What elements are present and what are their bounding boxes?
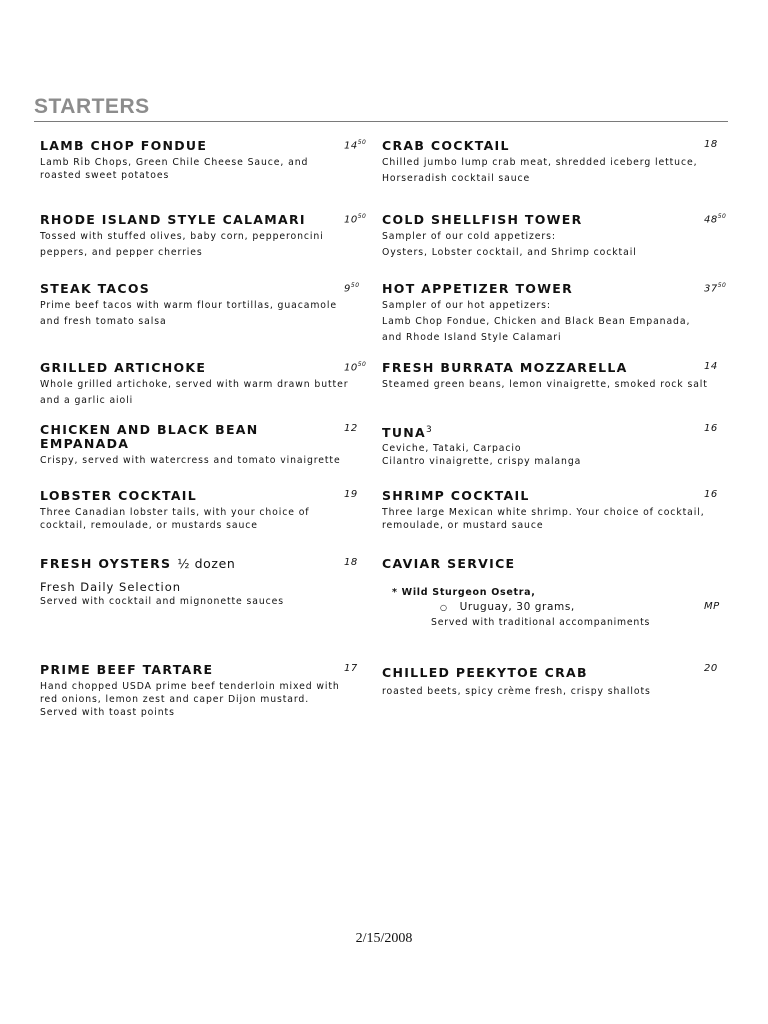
- item-price: $10^{50}$: [344, 213, 367, 226]
- menu-item-chicken-empanada: [40, 423, 340, 469]
- item-price: $14^{50}$: [344, 139, 367, 152]
- item-description: roasted beets, spicy crème fresh, crispy shallots: [382, 686, 651, 697]
- item-description: Three Canadian lobster tails, with your choice of cocktail, remoulade, or mustards sauce: [40, 507, 310, 531]
- item-name: PRIME BEEF TARTARE: [40, 662, 214, 677]
- section-title: STARTERS: [34, 95, 150, 118]
- menu-item-steak-tacos: [40, 282, 340, 330]
- item-name: CHICKEN AND BLACK BEAN EMPANADA: [40, 422, 259, 451]
- item-price: 17: [344, 663, 358, 674]
- item-price: 18: [344, 557, 358, 568]
- menu-item-caviar-service: [382, 557, 682, 571]
- item-description: Three large Mexican white shrimp. Your choice of cocktail, remoulade, or mustard sauce: [382, 507, 705, 531]
- bullet-icon: ○: [440, 603, 448, 612]
- menu-item-grilled-artichoke: [40, 360, 349, 409]
- item-description: Lamb Rib Chops, Green Chile Cheese Sauce, and roasted sweet potatoes: [40, 157, 309, 181]
- item-price: 19: [344, 489, 358, 500]
- item-price: MP: [704, 601, 720, 612]
- item-price: 12: [344, 423, 358, 434]
- menu-item-lamb-chop-fondue: [40, 139, 340, 182]
- item-name: CRAB COCKTAIL: [382, 138, 510, 153]
- menu-item-shrimp-cocktail: [382, 488, 705, 532]
- item-price: 18: [704, 139, 718, 150]
- item-description: Hand chopped USDA prime beef tenderloin mixed with red onions, lemon zest and caper Dijon mustard. Served with toast points: [40, 681, 340, 718]
- item-name: CAVIAR SERVICE: [382, 556, 516, 571]
- item-description: Tossed with stuffed olives, baby corn, pepperoncini peppers, and pepper cherries: [40, 231, 324, 258]
- menu-item-fresh-oysters: [40, 557, 340, 610]
- footer-date: 2/15/2008: [355, 931, 413, 946]
- item-description: Crispy, served with watercress and tomato vinaigrette: [40, 455, 341, 466]
- item-name: TUNA$^3$: [382, 425, 432, 441]
- title-rule: [34, 121, 728, 122]
- menu-item-lobster-cocktail: [40, 489, 340, 532]
- item-name: LAMB CHOP FONDUE: [40, 138, 208, 153]
- menu-item-chilled-peekytoe-crab: [382, 666, 682, 700]
- item-name: SHRIMP COCKTAIL: [382, 488, 530, 503]
- item-name: CHILLED PEEKYTOE CRAB: [382, 665, 588, 680]
- menu-item-hot-appetizer-tower: [382, 281, 691, 346]
- item-name: GRILLED ARTICHOKE: [40, 360, 207, 375]
- item-name-note: ½ dozen: [177, 556, 236, 571]
- item-description: Whole grilled artichoke, served with warm drawn butter and a garlic aioli: [40, 379, 349, 406]
- menu-item-prime-beef-tartare: [40, 663, 340, 719]
- item-price: $10^{50}$: [344, 361, 367, 374]
- item-price: 20: [704, 663, 718, 674]
- menu-item-cold-shellfish-tower: [382, 213, 682, 261]
- item-price: 16: [704, 489, 718, 500]
- item-description: Steamed green beans, lemon vinaigrette, smoked rock salt: [382, 379, 708, 390]
- item-description: Served with cocktail and mignonette sauces: [40, 596, 285, 607]
- item-price: $9^{50}$: [344, 282, 360, 295]
- menu-item-fresh-burrata: [382, 360, 708, 393]
- item-description: Sampler of our cold appetizers: Oysters, Lobster cocktail, and Shrimp cocktail: [382, 231, 637, 258]
- item-price: $48^{50}$: [704, 213, 727, 226]
- item-price: $37^{50}$: [704, 282, 727, 295]
- item-name: FRESH BURRATA MOZZARELLA: [382, 360, 628, 375]
- item-name: LOBSTER COCKTAIL: [40, 488, 198, 503]
- caviar-origin: ○ Uruguay, 30 grams,: [440, 601, 575, 613]
- item-description: Chilled jumbo lump crab meat, shredded iceberg lettuce, Horseradish cocktail sauce: [382, 157, 698, 184]
- item-description: Ceviche, Tataki, Carpacio Cilantro vinaigrette, crispy malanga: [382, 443, 582, 468]
- menu-item-tuna: [382, 423, 682, 468]
- item-name: STEAK TACOS: [40, 281, 151, 296]
- menu-item-crab-cocktail: [382, 138, 698, 187]
- item-name: FRESH OYSTERS ½ dozen: [40, 556, 236, 571]
- item-name: COLD SHELLFISH TOWER: [382, 212, 583, 227]
- item-description: Sampler of our hot appetizers: Lamb Chop Fondue, Chicken and Black Bean Empanada, and Rhode Island Style Calamari: [382, 300, 691, 343]
- menu-item-rhode-island-calamari: [40, 213, 340, 261]
- item-description: Prime beef tacos with warm flour tortillas, guacamole and fresh tomato salsa: [40, 300, 337, 327]
- item-subtitle: Fresh Daily Selection: [40, 580, 182, 594]
- item-price: 14: [704, 361, 718, 372]
- caviar-accompaniments: Served with traditional accompaniments: [431, 617, 651, 628]
- item-name: HOT APPETIZER TOWER: [382, 281, 574, 296]
- item-name: RHODE ISLAND STYLE CALAMARI: [40, 212, 306, 227]
- caviar-variety: * Wild Sturgeon Osetra,: [392, 587, 536, 598]
- item-price: 16: [704, 423, 718, 434]
